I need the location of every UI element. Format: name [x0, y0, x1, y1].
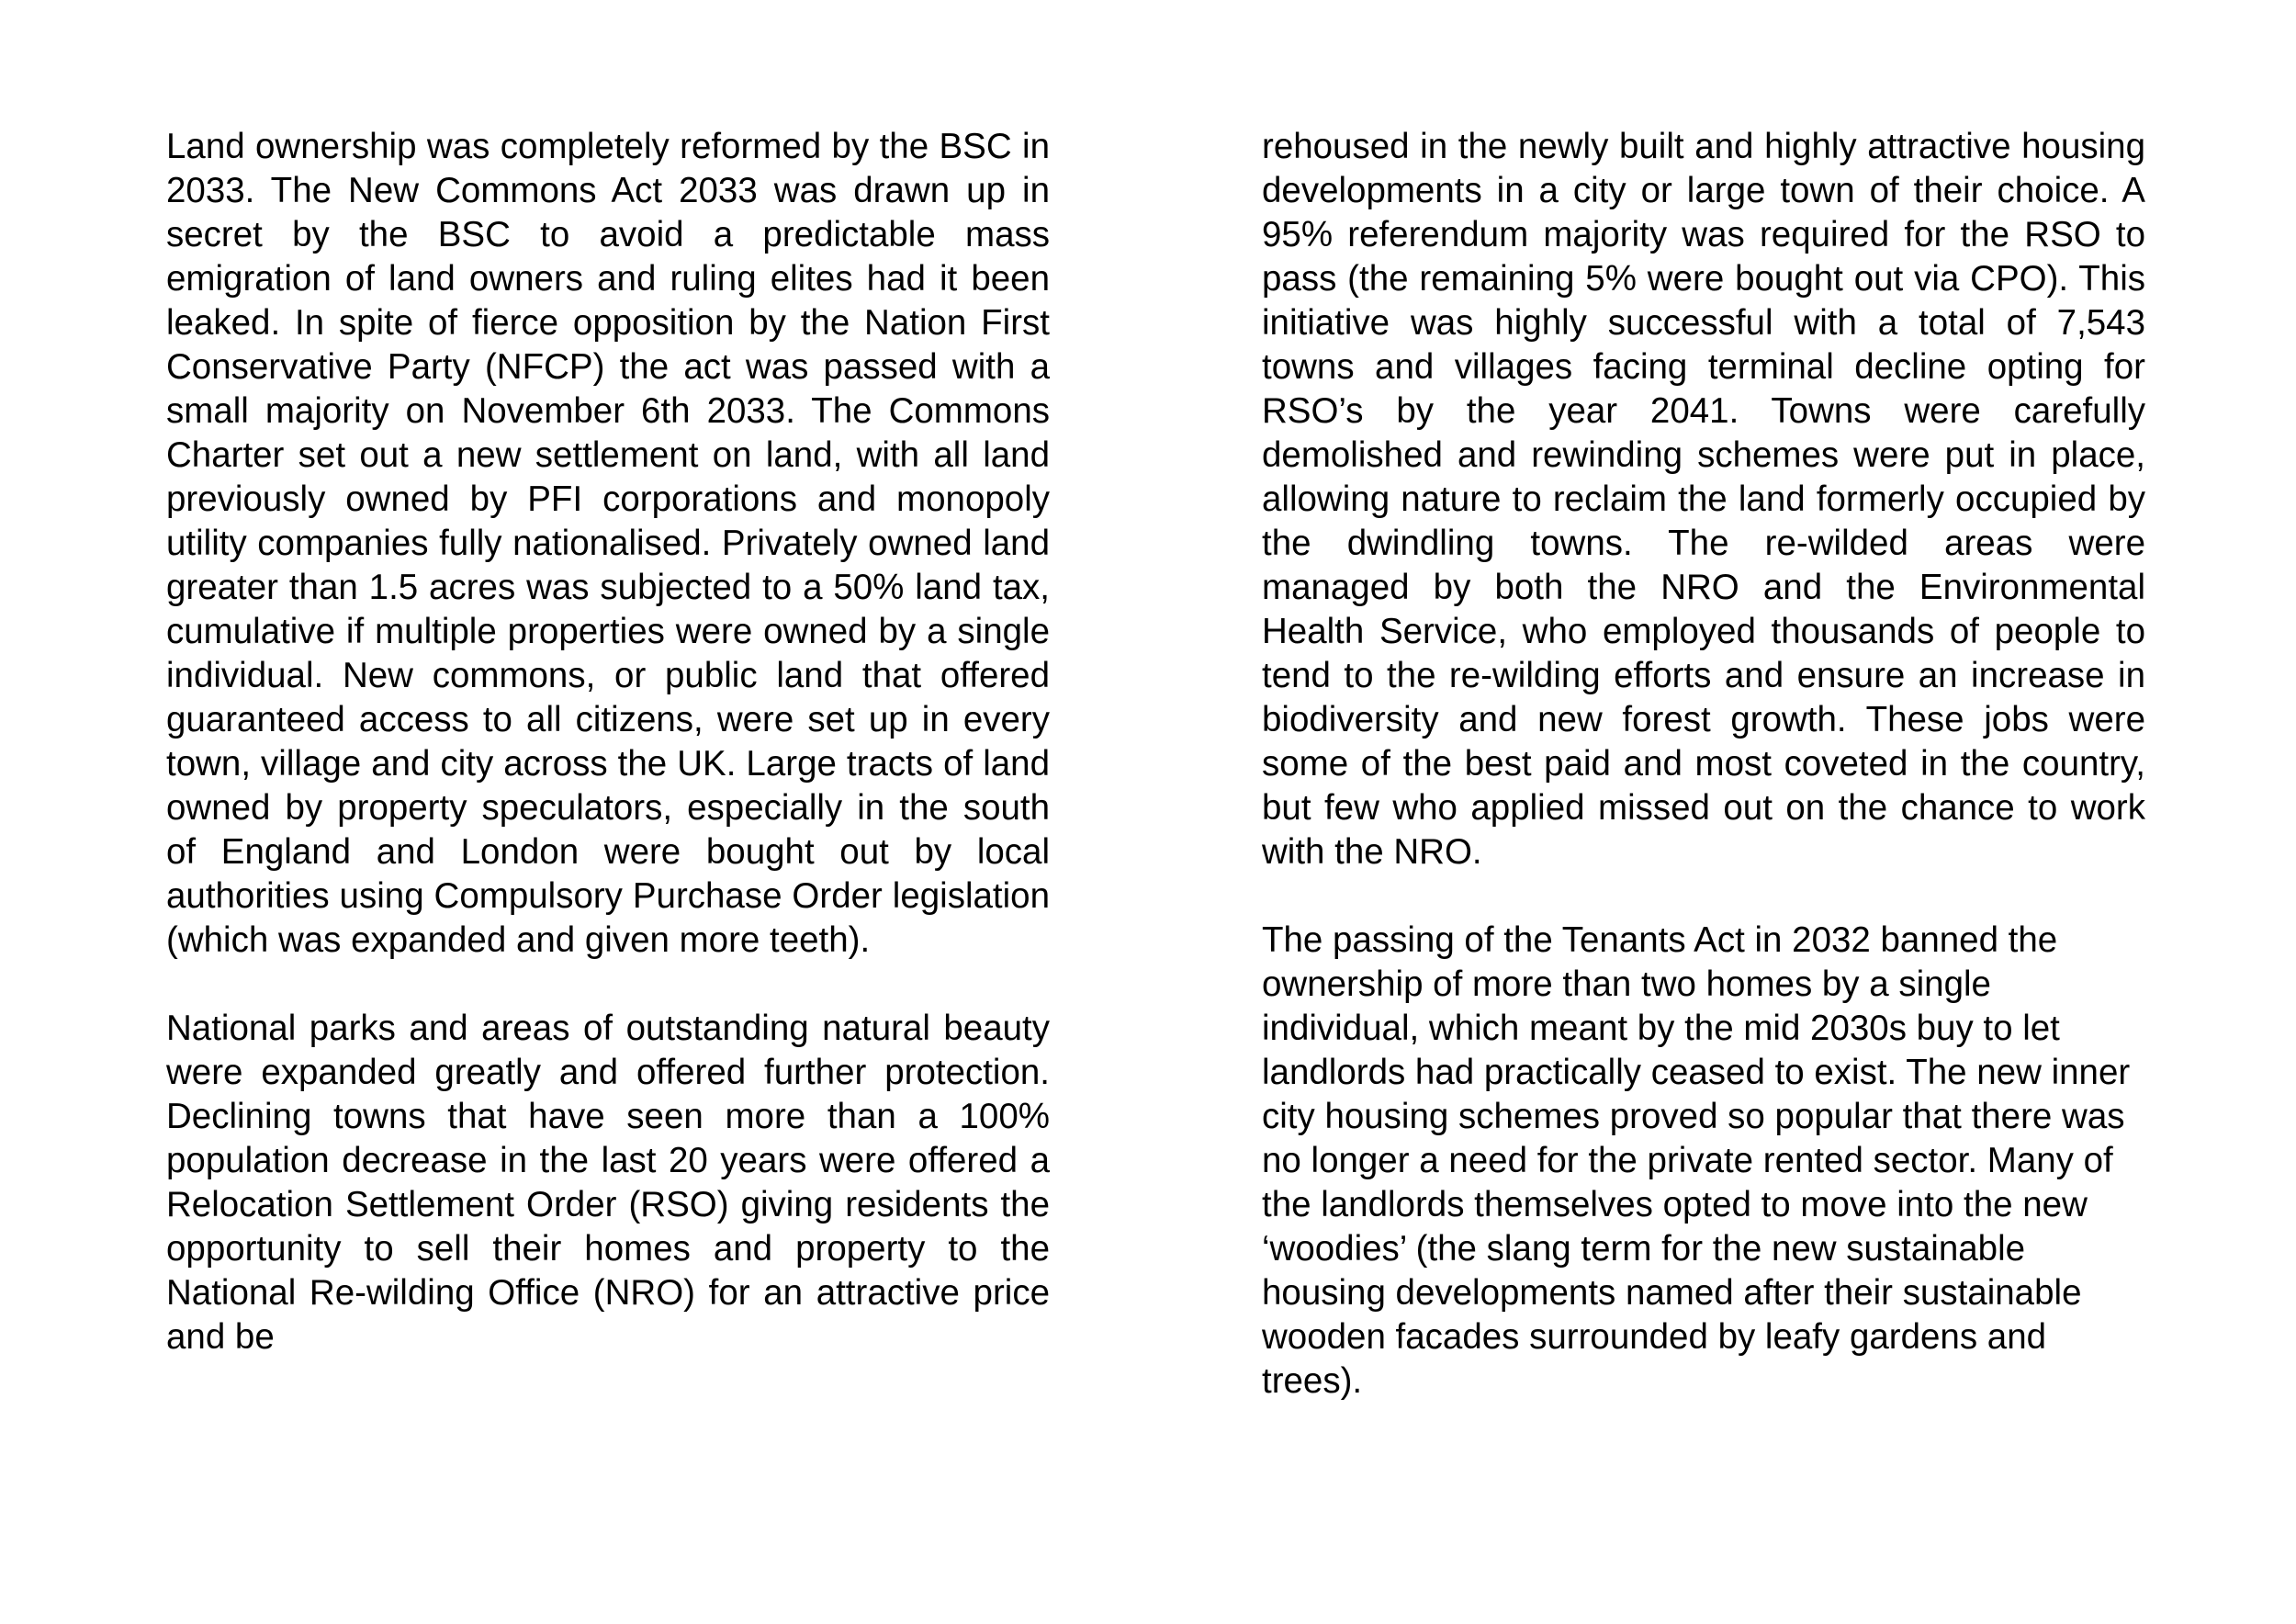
paragraph-tenants-act: The passing of the Tenants Act in 2032 banned the ownership of more than two homes by a single individual, which meant by the mid 2030s buy to let landlords had practically ceased to exist. The new inner city housing schemes proved so popular that there was no longer a need for the private rented sector. Many of the landlords themselves opted to move into the new ‘woodies’ (the slang term for the new sustainable housing developments named after their sustainable wooden facades surrounded by leafy gardens and trees). — [1262, 920, 2131, 1401]
right-column — [1262, 125, 2145, 1448]
paragraph-rehousing: rehoused in the newly built and highly attractive housing developments in a city or large town of their choice. A 95% referendum majority was required for the RSO to pass (the remaining 5% were bought out via CPO). This initiative was highly successful with a total of 7,543 towns and villages facing terminal decline opting for RSO’s by the year 2041. Towns were carefully demolished and rewinding schemes were put in place, allowing nature to reclaim the land formerly occupied by the dwindling towns. The re-wilded areas were managed by both the NRO and the Environmental Health Service, who employed thousands of people to tend to the re-wilding efforts and ensure an increase in biodiversity and new forest growth. These jobs were some of the best paid and most coveted in the country, but few who applied missed out on the chance to work with the NRO. — [1262, 127, 2145, 872]
paragraph-national-parks: National parks and areas of outstanding natural beauty were expanded greatly and offered further protection. Declining towns that have seen more than a 100% population decrease in the last 20 years were offered a Relocation Settlement Order (RSO) giving residents the opportunity to sell their homes and property to the National Re-wilding Office (NRO) for an attractive price and be — [166, 1009, 1050, 1357]
left-column — [166, 125, 1050, 1404]
paragraph-land-ownership: Land ownership was completely reformed by the BSC in 2033. The New Commons Act 2033 was drawn up in secret by the BSC to avoid a predictable mass emigration of land owners and ruling elites had it been leaked. In spite of fierce opposition by the Nation First Conservative Party (NFCP) the act was passed with a small majority on November 6th 2033. The Commons Charter set out a new settlement on land, with all land previously owned by PFI corporations and monopoly utility companies fully nationalised. Privately owned land greater than 1.5 acres was subjected to a 50% land tax, cumulative if multiple properties were owned by a single individual. New commons, or public land that offered guaranteed access to all citizens, were set up in every town, village and city across the UK. Large tracts of land owned by property speculators, especially in the south of England and London were bought out by local authorities using Compulsory Purchase Order legislation (which was expanded and given more teeth). — [166, 127, 1050, 960]
